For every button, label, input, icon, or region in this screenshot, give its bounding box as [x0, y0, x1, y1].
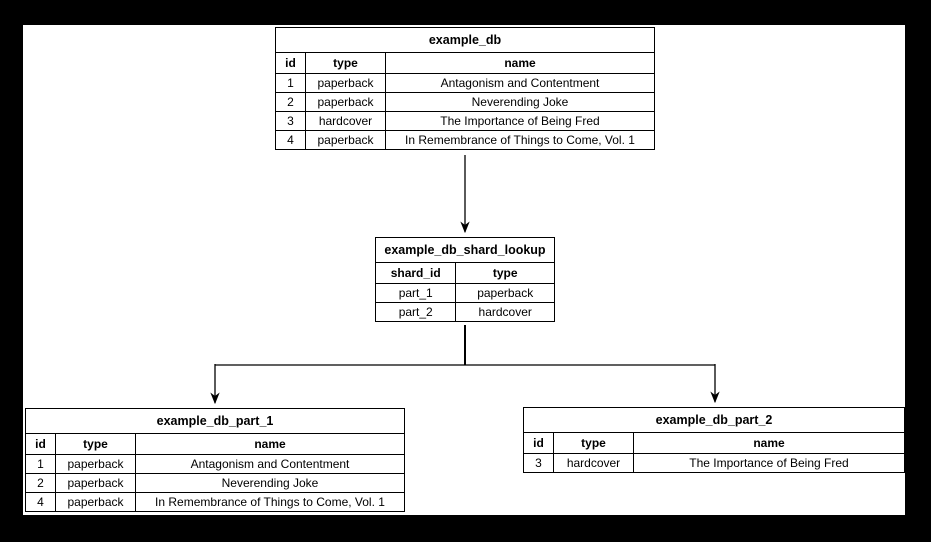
table-row [376, 284, 555, 303]
table-shard-lookup [375, 237, 555, 322]
table-cell: Antagonism and Contentment [386, 74, 655, 93]
table-title: example_db_shard_lookup [376, 238, 555, 263]
table-row [376, 303, 555, 322]
table-part-2 [523, 407, 905, 473]
table-cell: Antagonism and Contentment [136, 455, 405, 474]
table-row [26, 474, 405, 493]
column-header: type [456, 263, 555, 284]
table-cell: paperback [306, 93, 386, 112]
table-example-db [275, 27, 655, 150]
column-header: id [276, 53, 306, 74]
column-header: id [26, 434, 56, 455]
table-title: example_db_part_1 [26, 409, 405, 434]
table-cell: The Importance of Being Fred [634, 454, 905, 473]
table-cell: paperback [56, 455, 136, 474]
column-header: name [136, 434, 405, 455]
table-row [276, 131, 655, 150]
table-cell: part_2 [376, 303, 456, 322]
table-row [276, 74, 655, 93]
column-header: name [634, 433, 905, 454]
table-row [276, 93, 655, 112]
column-header: name [386, 53, 655, 74]
table-cell: 3 [524, 454, 554, 473]
table-title: example_db [276, 28, 655, 53]
table-cell: Neverending Joke [136, 474, 405, 493]
table-cell: 4 [276, 131, 306, 150]
table-cell: paperback [56, 493, 136, 512]
table-row [276, 112, 655, 131]
table-title: example_db_part_2 [524, 408, 905, 433]
table-cell: paperback [456, 284, 555, 303]
table-row [26, 493, 405, 512]
table-cell: 3 [276, 112, 306, 131]
table-cell: 2 [26, 474, 56, 493]
table-cell: In Remembrance of Things to Come, Vol. 1 [386, 131, 655, 150]
table-cell: paperback [306, 74, 386, 93]
column-header: type [56, 434, 136, 455]
table-part-1 [25, 408, 405, 512]
column-header: type [306, 53, 386, 74]
table-cell: hardcover [554, 454, 634, 473]
column-header: type [554, 433, 634, 454]
table-cell: hardcover [456, 303, 555, 322]
column-header: id [524, 433, 554, 454]
diagram-canvas [23, 25, 905, 515]
table-cell: 1 [276, 74, 306, 93]
table-cell: paperback [56, 474, 136, 493]
table-cell: 2 [276, 93, 306, 112]
column-header: shard_id [376, 263, 456, 284]
table-row [26, 455, 405, 474]
table-cell: 1 [26, 455, 56, 474]
table-cell: The Importance of Being Fred [386, 112, 655, 131]
table-cell: part_1 [376, 284, 456, 303]
table-cell: paperback [306, 131, 386, 150]
table-cell: 4 [26, 493, 56, 512]
table-row [524, 454, 905, 473]
table-cell: Neverending Joke [386, 93, 655, 112]
table-cell: hardcover [306, 112, 386, 131]
table-cell: In Remembrance of Things to Come, Vol. 1 [136, 493, 405, 512]
